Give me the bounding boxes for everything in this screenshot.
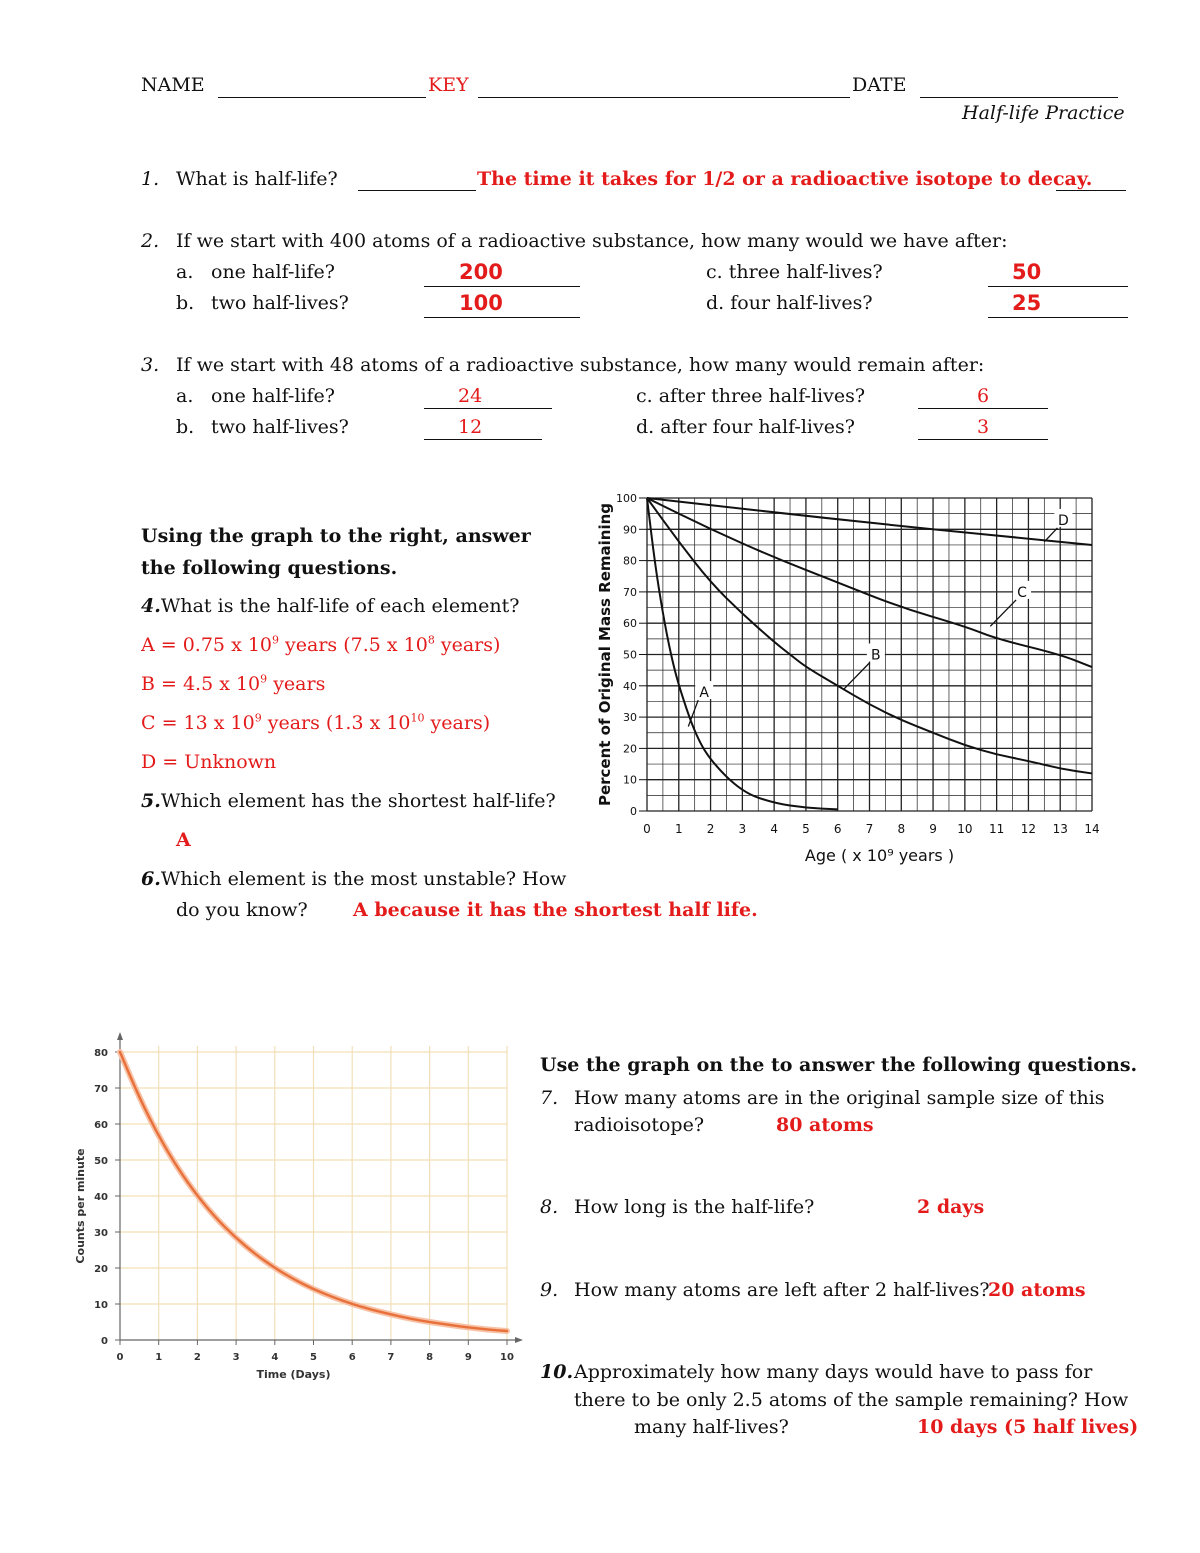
y-tick-label: 30 [623,711,637,725]
graph-instruction-line1: Using the graph to the right, answer [141,525,531,547]
q2-a-answer: 200 [459,260,503,284]
a5: A [176,829,191,851]
q7-line2: radioisotope? [574,1114,705,1136]
a10: 10 days (5 half lives) [917,1416,1139,1438]
y-tick-label: 0 [101,1336,108,1347]
a6: A because it has the shortest half life. [353,899,758,921]
q5-number: 5. [141,790,161,812]
x-tick-label: 8 [426,1352,434,1363]
x-tick-label: 4 [271,1352,279,1363]
lower-instruction: Use the graph on the to answer the following questions. [540,1054,1138,1076]
y-tick-label: 0 [630,805,637,818]
y-tick-label: 80 [623,554,637,568]
q1-blank-end [1056,172,1126,191]
y-tick-label: 20 [623,742,637,756]
q3-a-answer: 24 [458,385,483,407]
y-tick-label: 100 [616,492,637,505]
q3-b-label: b. [176,416,195,438]
x-tick-label: 9 [929,822,937,836]
q6 [141,870,566,889]
a4-b: B = 4.5 x $10^9$ years [141,672,326,695]
y-tick-label: 50 [94,1156,108,1167]
q2-b-text: two half-lives? [211,292,349,314]
y-tick-label: 10 [623,773,637,787]
q7-line1: How many atoms are in the original sample size of this [574,1087,1105,1109]
series-label-a: A [699,685,710,702]
q2-d-text: d. four half-lives? [706,292,873,314]
q3-a-text: one half-life? [211,385,335,407]
q5-text: Which element has the shortest half-life? [160,790,556,812]
q2-b-answer: 100 [459,291,503,315]
x-tick-label: 9 [464,1352,472,1363]
q2-b-label: b. [176,292,195,314]
y-tick-label: 70 [94,1084,108,1095]
q10-number: 10. [540,1361,574,1383]
name-blank-right [478,79,850,98]
q6-text-line2: do you know? [176,899,308,921]
q7-number: 7. [540,1087,559,1109]
x-tick-label: 5 [310,1352,317,1363]
series-label-d: D [1058,512,1069,529]
x-tick-label: 7 [387,1352,395,1363]
q3-b-answer: 12 [458,416,483,438]
q1-question: What is half-life? [176,168,338,190]
q1-answer: The time it takes for 1/2 or a radioactive isotope to decay. [477,168,1093,190]
x-tick-label: 10 [957,822,973,836]
q3-c-text: c. after three half-lives? [636,385,866,407]
q3-d-answer: 3 [977,416,990,438]
q3-a-label: a. [176,385,194,407]
y-axis-arrow [117,1032,123,1040]
x-tick-label: 11 [989,822,1005,836]
y-axis-label: Percent of Original Mass Remaining [596,502,614,807]
x-axis-arrow [515,1337,523,1343]
graph-instruction-line2: the following questions. [141,557,398,579]
series-label-c: C [1017,584,1027,601]
x-tick-label: 10 [500,1352,514,1363]
y-tick-label: 70 [623,585,637,599]
q10-line3: many half-lives? [634,1416,789,1438]
q2-number: 2. [141,230,160,252]
y-tick-label: 90 [623,523,637,537]
q9-number: 9. [540,1279,559,1301]
x-tick-label: 1 [155,1352,163,1363]
name-blank-left [218,79,426,98]
q10-line1: Approximately how many days would have to pass for [574,1361,1093,1383]
x-tick-label: 6 [833,822,842,836]
x-tick-label: 3 [738,822,747,836]
y-tick-label: 40 [94,1192,108,1203]
q2-d-answer: 25 [1012,291,1042,315]
x-tick-label: 6 [348,1352,356,1363]
series-leader-d [1044,528,1057,542]
q6-text-line1: Which element is the most unstable? How [160,868,567,890]
name-label: NAME [141,74,205,96]
y-tick-label: 60 [94,1120,108,1131]
y-tick-label: 20 [94,1264,108,1275]
y-tick-label: 30 [94,1228,108,1239]
series-leader-a [688,700,698,726]
x-tick-label: 2 [706,822,715,836]
name-value: KEY [428,74,469,96]
a7: 80 atoms [776,1114,874,1136]
x-tick-label: 14 [1084,822,1100,836]
x-tick-label: 0 [116,1352,124,1363]
x-tick-label: 5 [802,822,810,836]
y-tick-label: 50 [623,648,637,662]
q1-blank [358,172,476,191]
a4-c: C = 13 x $10^9$ years (1.3 x $10^{10}$ years) [141,711,491,734]
q8-number: 8. [540,1196,559,1218]
q8-text: How long is the half-life? [574,1196,815,1218]
q3-question: If we start with 48 atoms of a radioactive substance, how many would remain after: [176,354,985,376]
x-tick-label: 4 [770,822,778,836]
a9: 20 atoms [988,1279,1086,1301]
series-leader-b [844,663,870,689]
a8: 2 days [917,1196,985,1218]
q2-question: If we start with 400 atoms of a radioactive substance, how many would we have after: [176,230,1008,252]
worksheet-subtitle: Half-life Practice [962,102,1125,124]
q10-line2: there to be only 2.5 atoms of the sample remaining? How [574,1389,1129,1411]
date-blank [920,79,1118,98]
y-axis-label: Counts per minute [74,1148,87,1264]
q2-a-text: one half-life? [211,261,335,283]
series-label-b: B [871,647,881,664]
q3-d-text: d. after four half-lives? [636,416,855,438]
x-tick-label: 7 [865,822,874,836]
a4-a: A = 0.75 x $10^9$ years (7.5 x $10^8$ years) [141,633,501,656]
x-tick-label: 2 [193,1352,201,1363]
x-tick-label: 8 [897,822,906,836]
q2-c-answer: 50 [1012,260,1042,284]
q2-d-blank [988,299,1128,318]
q3-number: 3. [141,354,160,376]
q4-number: 4. [141,595,161,617]
x-axis-label: Age ( x 10⁹ years ) [804,846,955,865]
q2-a-label: a. [176,261,194,283]
x-axis-label: Time (Days) [256,1368,331,1381]
q3-b-blank [424,421,542,440]
q4 [141,597,519,616]
q5 [141,792,556,811]
x-tick-label: 0 [643,822,651,836]
q2-c-blank [988,268,1128,287]
counts-chart [70,1030,530,1390]
y-tick-label: 60 [623,617,637,631]
x-tick-label: 12 [1020,822,1037,836]
date-label: DATE [852,74,907,96]
x-tick-label: 3 [232,1352,240,1363]
y-tick-label: 40 [623,679,637,693]
x-tick-label: 1 [674,822,683,836]
q1-number: 1. [141,168,160,190]
y-tick-label: 80 [94,1048,108,1059]
q3-c-answer: 6 [977,385,990,407]
y-tick-label: 10 [94,1300,108,1311]
q6-number: 6. [141,868,161,890]
x-tick-label: 13 [1052,822,1068,836]
half-life-chart [590,488,1110,878]
q9-text: How many atoms are left after 2 half-lives? [574,1279,990,1301]
q4-text: What is the half-life of each element? [160,595,520,617]
q2-c-text: c. three half-lives? [706,261,883,283]
q3-a-blank [424,390,552,409]
q3-b-text: two half-lives? [211,416,349,438]
a4-d: D = Unknown [141,751,277,773]
